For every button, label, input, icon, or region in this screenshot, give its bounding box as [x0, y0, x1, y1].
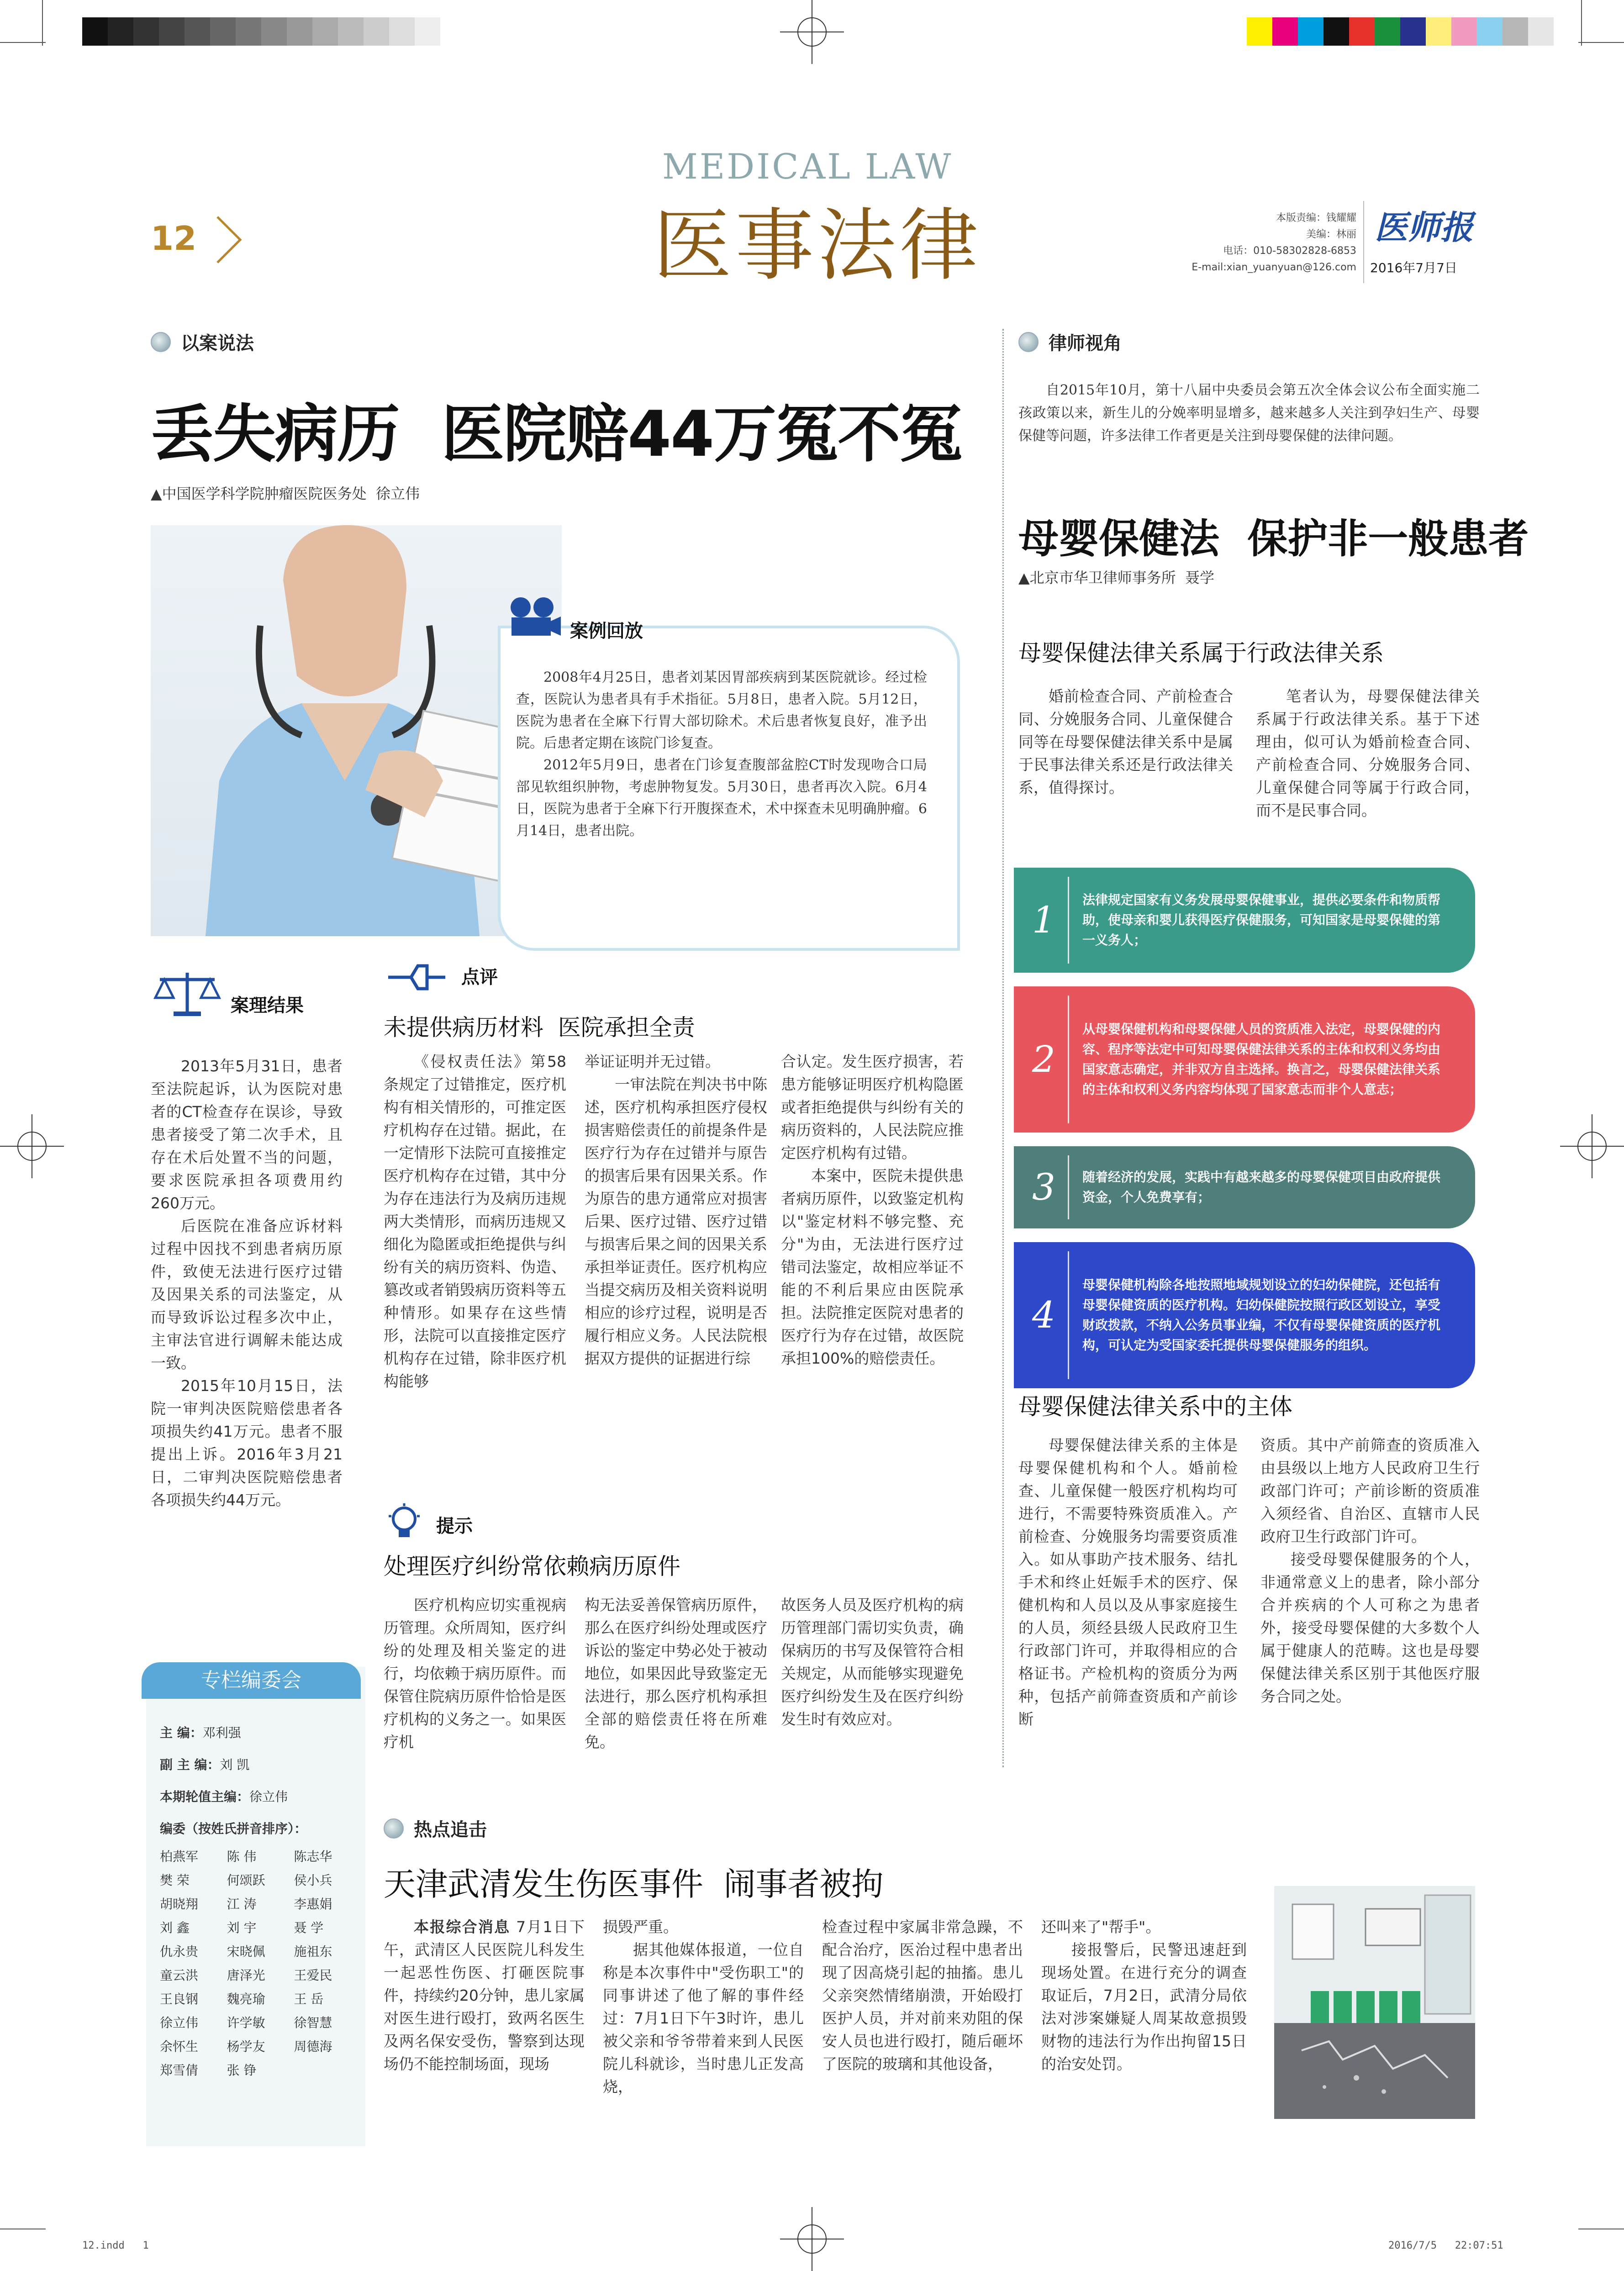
print-timestamp: 2016/7/5 22:07:51: [1388, 2240, 1503, 2251]
tip-paragraph: 故医务人员及医疗机构的病历管理部门需切实负责，确保病历的书写及保管符合相关规定，从而能够实现避免医疗纠纷发生及在医疗纠纷发生时有效应对。: [781, 1596, 964, 1728]
tip-paragraph: 构无法妥善保管病历原件，那么在医疗纠纷处理或医疗诉讼的鉴定中势必处于被动地位，如果因此导致鉴定无法进行，那么医疗机构承担全部的赔偿责任将在所难免。: [585, 1596, 767, 1751]
news-col-4: [1041, 1916, 1247, 2076]
member-name: 胡晓翔: [160, 1897, 199, 1912]
member-name: 仇永贵: [160, 1944, 199, 1959]
comment-col-1: [384, 1050, 566, 1393]
member-name: 杨学友: [227, 2039, 265, 2054]
member-name: 江 涛: [227, 1897, 257, 1912]
registration-mark-top: [780, 0, 844, 64]
registration-mark-right: [1560, 1114, 1624, 1178]
gavel-icon: [384, 959, 448, 996]
rotating-label: 本期轮值主编：: [160, 1789, 250, 1804]
comment-label: 点评: [461, 967, 498, 988]
case-paragraph: 2008年4月25日，患者刘某因胃部疾病到某医院就诊。经过检查，医院认为患者具有手术指征。5月8日，患者入院。5月12日，医院为患者在全麻下行胃大部切除术。术后患者恢复良好，准予出院。后患者定期在该院门诊复查。: [516, 669, 927, 751]
tip-paragraph: 医疗机构应切实重视病历管理。众所周知，医疗纠纷的处理及相关鉴定的进行，均依赖于病历原件。而保管住院病历原件恰恰是医疗机构的义务之一。如果医疗机: [384, 1596, 566, 1751]
bottom-headline: 天津武清发生伤医事件 闹事者被拘: [384, 1865, 884, 1903]
result-paragraph: 2015年10月15日，法院一审判决医院赔偿患者各项损失约41万元。患者不服提出上诉。2016年3月21日，二审判决医院赔偿患者各项损失约44万元。: [151, 1377, 343, 1509]
crop-mark: [42, 0, 43, 46]
point-card-1: [1014, 868, 1475, 973]
chief-label: 主 编：: [160, 1725, 203, 1740]
committee-title: 专栏编委会: [142, 1662, 361, 1699]
point-text: 从母婴保健机构和母婴保健人员的资质准入法定，母婴保健的内容、程序等法定中可知母婴保健法律关系的主体和权利义务均由国家意志确定，并非双方自主选择。换言之，母婴保健法律关系的主体和权利义务内容均体现了国家意志而非个人意志；: [1082, 1022, 1441, 1097]
lightbulb-icon: [386, 1502, 422, 1544]
subheading: 母婴保健法律关系中的主体: [1018, 1393, 1292, 1420]
bullet-icon: [151, 332, 171, 352]
crop-mark: [0, 42, 46, 43]
crop-mark: [1578, 42, 1624, 43]
art-editor: 美编：林丽: [1306, 229, 1356, 240]
news-col-1: [384, 1916, 585, 2076]
file-slug: 12.indd 1: [82, 2240, 149, 2251]
member-name: 李惠娟: [294, 1897, 332, 1912]
comment-col-2: [585, 1050, 767, 1370]
point-divider: [1068, 1155, 1069, 1219]
phone: 电话：010-58302828-6853: [1223, 245, 1356, 257]
rotating-editor: 徐立伟: [249, 1789, 288, 1804]
case-review-text: [516, 667, 927, 842]
column-divider: [1002, 329, 1004, 1767]
headline: 丢失病历 医院赔44万冤不冤: [151, 397, 962, 471]
point-number: 3: [1032, 1166, 1055, 1208]
point-divider: [1068, 877, 1069, 964]
page-number: 12: [151, 219, 197, 258]
member-name: 徐智慧: [294, 2015, 332, 2030]
body-paragraph: 母婴保健法律关系的主体是母婴保健机构和个人。婚前检查、儿童保健一般医疗机构均可进行，不需要特殊资质准入。产前检查、分娩服务均需要资质准入。如从事助产技术服务、结扎手术和终止妊娠手术的医疗、保健机构和人员以及从事家庭接生的人员，须经县级人民政府卫生行政部门许可，并取得相应的合格证书。产检机构的资质分为两种，包括产前筛查资质和产前诊断: [1018, 1436, 1238, 1728]
registration-mark-left: [0, 1114, 64, 1178]
news-paragraph: 还叫来了"帮手"。: [1041, 1918, 1161, 1936]
section-label-text: 律师视角: [1049, 333, 1122, 354]
point-card-2: [1014, 986, 1475, 1133]
byline: ▲中国医学科学院肿瘤医院医务处 徐立伟: [151, 485, 420, 502]
hospital-damage-photo: [1274, 1886, 1475, 2119]
section-subtitle-en: MEDICAL LAW: [662, 146, 953, 187]
section-label: [384, 1815, 487, 1841]
section-label: [1018, 329, 1122, 355]
comment-col-3: [781, 1050, 964, 1370]
news-col-3: [822, 1916, 1023, 2076]
body-paragraph: 接受母婴保健服务的个人，非通常意义上的患者，除小部分合并疾病的个人可称之为患者外，接受母婴保健的大多数个人属于健康人的范畴。这也是母婴保健法律关系区别于其他医疗服务合同之处。: [1260, 1550, 1480, 1705]
member-name: 施祖东: [294, 1944, 332, 1959]
comment-paragraph: 合认定。发生医疗损害，若患方能够证明医疗机构隐匿或者拒绝提供与纠纷有关的病历资料的，人民法院应推定医疗机构有过错。: [781, 1053, 964, 1162]
point-text: 母婴保健机构除各地按照地域规划设立的妇幼保健院，还包括有母婴保健资质的医疗机构。妇幼保健院按照行政区划设立，享受财政拨款，不纳入公务员事业编，不仅有母婴保健资质的医疗机构，可认定为受国家委托提供母婴保健服务的组织。: [1082, 1277, 1441, 1353]
point-text: 法律规定国家有义务发展母婴保健事业，提供必要条件和物质帮助，使母亲和婴儿获得医疗保健服务，可知国家是母婴保健的第一义务人；: [1082, 892, 1441, 948]
body-paragraph: 婚前检查合同、产前检查合同、分娩服务合同、儿童保健合同等在母婴保健法律关系中是属于民事法律关系还是行政法律关系，值得探讨。: [1018, 687, 1233, 796]
result-paragraph: 2013年5月31日，患者至法院起诉，认为医院对患者的CT检查存在误诊，导致患者接受了第二次手术，且存在术后处置不当的问题，要求医院承担各项费用约260万元。: [151, 1057, 343, 1212]
issue-date: 2016年7月7日: [1370, 260, 1457, 275]
member-name: 宋晓佩: [227, 1944, 265, 1959]
news-paragraph: 据其他媒体报道，一位自称是本次事件中"受伤职工"的同事讲述了他了解的事件经过：7月1日下午3时许，患儿被父亲和爷爷带着来到人民医院儿科就诊，当时患儿正发高烧，: [603, 1941, 804, 2096]
point-divider: [1068, 1251, 1069, 1379]
right-headline: 母婴保健法 保护非一般患者: [1018, 515, 1529, 562]
deputy-editor: 刘 凯: [220, 1757, 250, 1772]
body-paragraph: 笔者认为，母婴保健法律关系属于行政法律关系。基于下述理由，似可认为婚前检查合同、产前检查合同、分娩服务合同、儿童保健合同等属于行政合同，而不是民事合同。: [1256, 687, 1480, 819]
member-name: 王 岳: [294, 1992, 324, 2007]
member-name: 何颂跃: [227, 1873, 265, 1888]
member-name: 王爱民: [294, 1968, 332, 1983]
sub1-col-2: [1256, 685, 1480, 822]
registration-mark-bottom: [780, 2207, 844, 2271]
member-name: 郑雪倩: [160, 2063, 199, 2078]
sub1-col-1: [1018, 685, 1233, 799]
members-label: 编委（按姓氏拼音排序）：: [160, 1821, 307, 1836]
news-col-2: [603, 1916, 804, 2098]
point-card-3: [1014, 1146, 1475, 1228]
case-review-title: 案例回放: [570, 621, 643, 642]
tip-label: 提示: [436, 1516, 473, 1537]
news-text: 7月1日下午，武清区人民医院儿科发生一起恶性伤医、打砸医院事件，持续约20分钟，患儿家属对医生进行殴打，致两名医生及两名保安受伤，警察到达现场仍不能控制场面，现场: [384, 1918, 585, 2073]
point-number: 2: [1032, 1038, 1055, 1080]
member-name: 魏亮瑜: [227, 1992, 265, 2007]
point-text: 随着经济的发展，实践中有越来越多的母婴保健项目由政府提供资金，个人免费享有；: [1082, 1170, 1441, 1205]
comment-paragraph: 一审法院在判决书中陈述，医疗机构承担医疗侵权损害赔偿责任的前提条件是医疗行为存在过错并与原告的损害后果有因果关系。作为原告的患方通常应对损害后果、医疗过错、医疗过错与损害后果之间的因果关系承担举证责任。医疗机构应当提交病历及相关资料说明相应的诊疗过程，说明是否履行相应义务。人民法院根据双方提供的证据进行综: [585, 1075, 767, 1367]
point-divider: [1068, 996, 1069, 1123]
member-name: 唐泽光: [227, 1968, 265, 1983]
point-number: 1: [1032, 899, 1055, 941]
subheading: 母婴保健法律关系属于行政法律关系: [1018, 640, 1384, 666]
section-label: [151, 329, 254, 355]
member-name: 许学敏: [227, 2015, 265, 2030]
body-paragraph: 资质。其中产前筛查的资质准入由县级以上地方人民政府卫生行政部门许可；产前诊断的资质准入须经省、自治区、直辖市人民政府卫生行政部门许可。: [1260, 1436, 1480, 1545]
right-byline: ▲北京市华卫律师事务所 聂学: [1018, 569, 1214, 586]
news-paragraph: 损毁严重。: [603, 1918, 678, 1936]
point-card-4: [1014, 1242, 1475, 1388]
masthead-divider: [1363, 201, 1364, 283]
tip-col-2: [585, 1594, 767, 1754]
tip-title: 处理医疗纠纷常依赖病历原件: [384, 1553, 680, 1580]
member-name: 聂 学: [294, 1920, 324, 1935]
section-title: 医事法律: [653, 200, 982, 291]
member-name: 陈 伟: [227, 1849, 257, 1864]
news-lead: 本报综合消息: [414, 1918, 511, 1936]
member-name: 童云洪: [160, 1968, 199, 1983]
comment-title: 未提供病历材料 医院承担全责: [384, 1014, 695, 1041]
film-camera-icon: [507, 594, 562, 639]
member-name: 刘 鑫: [160, 1920, 190, 1935]
paper-logo: 医师报: [1375, 208, 1474, 247]
committee-heads: [160, 1717, 361, 1845]
chevron-right-icon: [214, 215, 246, 265]
intro-text: [1018, 379, 1480, 448]
crop-mark: [1581, 0, 1582, 46]
editor: 本版责编：钱耀耀: [1276, 212, 1356, 224]
intro-paragraph: 自2015年10月，第十八届中央委员会第五次全体会议公布全面实施二孩政策以来，新生儿的分娩率明显增多，越来越多人关注到孕妇生产、母婴保健等问题，许多法律工作者更是关注到母婴保健的法律问题。: [1018, 382, 1480, 444]
tip-col-1: [384, 1594, 566, 1754]
point-number: 4: [1032, 1294, 1055, 1336]
case-paragraph: 2012年5月9日，患者在门诊复查腹部盆腔CT时发现吻合口局部见软组织肿物，考虑肿物复发。5月30日，患者再次入院。6月4日，医院为患者于全麻下行开腹探查术，术中探查未见明确肿瘤。6月14日，患者出院。: [516, 757, 927, 839]
member-name: 王良钢: [160, 1992, 199, 2007]
member-name: 柏燕军: [160, 1849, 199, 1864]
member-name: 陈志华: [294, 1849, 332, 1864]
member-name: 樊 荣: [160, 1873, 190, 1888]
news-paragraph: 接报警后，民警迅速赶到现场处置。在进行充分的调查取证后，7月2日，武清分局依法对涉案嫌疑人周某故意损毁财物的违法行为作出拘留15日的治安处罚。: [1041, 1941, 1247, 2073]
member-name: 张 铮: [227, 2063, 257, 2078]
result-title: 案理结果: [231, 995, 304, 1016]
result-text: [151, 1055, 343, 1512]
sub2-col-2: [1260, 1434, 1480, 1708]
bullet-icon: [384, 1818, 404, 1839]
tip-col-3: [781, 1594, 964, 1731]
chief-editor: 邓利强: [202, 1725, 241, 1740]
section-label-text: 热点追击: [414, 1819, 487, 1840]
sub2-col-1: [1018, 1434, 1238, 1731]
member-name: 余怀生: [160, 2039, 199, 2054]
comment-paragraph: 举证证明并无过错。: [585, 1053, 720, 1070]
committee-members: [160, 1845, 361, 2082]
member-name: 徐立伟: [160, 2015, 199, 2030]
email: E-mail:xian_yuanyuan@126.com: [1192, 262, 1356, 273]
member-name: 周德海: [294, 2039, 332, 2054]
section-label-text: 以案说法: [181, 333, 254, 354]
scales-icon: [153, 968, 221, 1018]
grayscale-calibration-bar: [82, 17, 440, 46]
news-paragraph: 检查过程中家属非常急躁，不配合治疗，医治过程中患者出现了因高烧引起的抽搐。患儿父亲突然情绪崩溃，开始殴打医护人员，并对前来劝阻的保安人员也进行殴打，随后砸坏了医院的玻璃和其他设备，: [822, 1918, 1023, 2073]
result-paragraph: 后医院在准备应诉材料过程中因找不到患者病历原件，致使无法进行医疗过错及因果关系的司法鉴定，从而导致诉讼过程多次中止，主审法官进行调解未能达成一致。: [151, 1217, 343, 1372]
waiting-room-illustration: [1274, 1886, 1475, 2119]
comment-paragraph: 《侵权责任法》第58条规定了过错推定，医疗机构有相关情形的，可推定医疗机构存在过错。据此，在一定情形下法院可直接推定医疗机构存在过错，其中分为存在违法行为及病历违规两大类情形，而病历违规又细化为隐匿或拒绝提供与纠纷有关的病历资料、伪造、篡改或者销毁病历资料等五种情形。如果存在这些情形，法院可以直接推定医疗机构存在过错，除非医疗机构能够: [384, 1053, 566, 1390]
color-calibration-bar: [1247, 17, 1554, 46]
member-name: 刘 宇: [227, 1920, 257, 1935]
news-paragraph: [384, 1916, 585, 2076]
member-name: 侯小兵: [294, 1873, 332, 1888]
deputy-label: 副 主 编：: [160, 1757, 220, 1772]
masthead-info: [1155, 210, 1356, 276]
comment-paragraph: 本案中，医院未提供患者病历原件，以致鉴定机构以"鉴定材料不够完整、充分"为由，无法进行医疗过错司法鉴定，故相应举证不能的不利后果应由医院承担。法院推定医院对患者的医疗行为存在过错，故医院承担100%的赔偿责任。: [781, 1167, 964, 1367]
bullet-icon: [1018, 332, 1039, 352]
